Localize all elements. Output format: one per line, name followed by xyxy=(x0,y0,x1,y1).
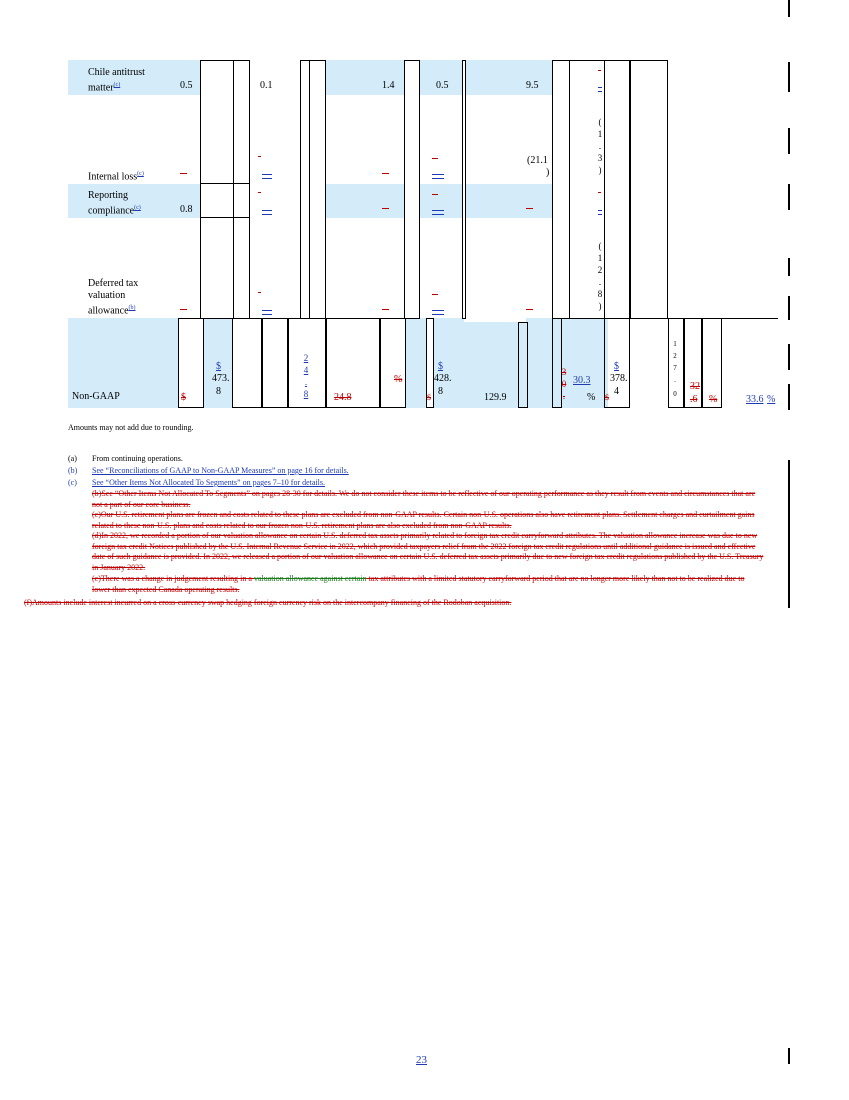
nongaap-v8-2: 7 xyxy=(673,364,677,372)
internal-loss-footnote-ref[interactable]: (c) xyxy=(137,171,144,177)
nongaap-cur-ins-3: $ xyxy=(614,361,619,372)
nongaap-v8-4: 0 xyxy=(673,390,677,398)
row-reporting-bg-2 xyxy=(326,184,404,218)
nongaap-v1b: 8 xyxy=(216,386,221,397)
page-number[interactable]: 23 xyxy=(416,1054,427,1066)
chile-del-mark xyxy=(598,70,601,71)
nongaap-v6-del-0: 3 xyxy=(561,367,567,377)
reporting-del-5 xyxy=(598,192,601,193)
reporting-del-4 xyxy=(526,208,533,209)
deferred-v6-0: ( xyxy=(598,241,602,251)
nongaap-v9-del: 32 xyxy=(690,381,700,392)
deferred-del-3 xyxy=(382,309,389,310)
note-b-tag: (b) xyxy=(68,466,78,475)
nongaap-v7b: 4 xyxy=(614,386,619,397)
note-c-link[interactable]: (c) See “Other Items Not Allocated To Segments” on pages 7–10 for details. xyxy=(68,478,326,487)
rounding-note: Amounts may not add due to rounding. xyxy=(68,423,194,432)
change-bar-1 xyxy=(788,0,790,17)
nongaap-v8-3: . xyxy=(674,376,676,384)
grid-col-a-4 xyxy=(233,183,250,218)
change-bar-8 xyxy=(788,384,790,410)
internal-loss-del-2 xyxy=(258,156,261,157)
nongaap-cur-ins-1: $ xyxy=(216,361,221,372)
note-a-tag: (a) xyxy=(68,454,77,463)
row-nongaap-bg-3 xyxy=(406,318,426,408)
nongaap-v9b-del: .6 xyxy=(690,394,698,405)
row-reporting-bg-4 xyxy=(466,184,552,218)
deferred-dbl-2 xyxy=(432,310,444,315)
note-deleted-5: (f)Amounts include interest incurred on a cross-currency swap hedging foreign currency risk on the intercompany financing of the Rodoban acquisition. xyxy=(24,598,512,607)
deferred-label: Deferred tax valuation allowance$^{(b)}$ xyxy=(88,278,139,317)
nongaap-pct-1: % xyxy=(587,392,596,403)
internal-loss-del-4 xyxy=(432,158,438,159)
internal-loss-del-3 xyxy=(382,173,389,174)
internal-loss-v5b: ) xyxy=(546,167,550,178)
note-deleted-1: (b)See “Other Items Not Allocated To Segments” on pages 28-30 for details. We do not consider these items to be reflective of our operating performance as they result from events and circumstances that are not a part of our core business. xyxy=(92,489,756,509)
deferred-v6-5: ) xyxy=(598,301,602,311)
ng-top-rule-2 xyxy=(668,318,778,319)
deferred-v6-4: 8 xyxy=(597,289,603,299)
grid-col-b-2 xyxy=(309,60,326,319)
grid-col-e-1 xyxy=(552,60,570,319)
nongaap-cur-del-3: $ xyxy=(605,393,609,402)
reporting-del-2 xyxy=(382,208,389,209)
internal-loss-v6-4: ) xyxy=(598,165,602,175)
row-chile-bg-4 xyxy=(466,60,552,95)
internal-loss-v6-2: . xyxy=(598,141,602,151)
internal-loss-label: Internal loss$^{(c)}$ xyxy=(88,171,144,183)
nongaap-cur-del-2: $ xyxy=(427,393,431,402)
change-bar-5 xyxy=(788,258,790,276)
nongaap-v8-1: 2 xyxy=(673,352,677,360)
nongaap-v2-0: 2 xyxy=(303,353,309,363)
change-bar-4 xyxy=(788,184,790,210)
ng-box-6 xyxy=(380,318,406,408)
reporting-footnote-ref[interactable]: (c) xyxy=(134,205,141,211)
nongaap-v6: 30.3 xyxy=(573,375,591,386)
grid-col-a-1 xyxy=(200,60,234,184)
nongaap-v3-del: 24.8 xyxy=(334,392,352,403)
nongaap-pct-ins: % xyxy=(767,394,776,405)
chile-v2: 0.1 xyxy=(260,80,273,91)
change-bar-9 xyxy=(788,460,790,608)
change-bar-7 xyxy=(788,344,790,370)
deferred-del-2 xyxy=(258,292,261,293)
reporting-v1: 0.8 xyxy=(180,204,193,215)
internal-loss-del-1 xyxy=(180,173,187,174)
nongaap-v4: 428. xyxy=(434,373,452,384)
nongaap-v2-1: 4 xyxy=(303,365,309,375)
nongaap-v6-del-1: 0 xyxy=(561,379,567,389)
chile-v4: 0.5 xyxy=(436,80,449,91)
nongaap-label: Non-GAAP xyxy=(72,391,120,402)
chile-v3: 1.4 xyxy=(382,80,395,91)
deferred-v6-1: 1 xyxy=(597,253,603,263)
deferred-footnote-ref[interactable]: (b) xyxy=(128,305,136,311)
nongaap-pct-del-2: % xyxy=(709,394,718,405)
grid-col-a-2 xyxy=(233,60,250,184)
reporting-label: Reporting compliance$^{(c)}$ xyxy=(88,190,141,217)
grid-col-f-1 xyxy=(604,60,630,319)
ng-box-2 xyxy=(232,318,262,408)
change-bar-2 xyxy=(788,62,790,92)
grid-col-c-1 xyxy=(404,60,420,319)
change-bar-3 xyxy=(788,128,790,154)
nongaap-v7: 378. xyxy=(610,373,628,384)
nongaap-v6-del-2: . xyxy=(562,391,566,401)
note-a: (a) From continuing operations. xyxy=(68,454,183,463)
deferred-del-5 xyxy=(526,309,533,310)
note-deleted-2: (c)Our U.S. retirement plans are frozen and costs related to these plans are excluded from non-GAAP results. Certain non-U.S. operations also have retirement plans. Settlement charges and curtailment gains related to these non-U.S. plans and costs related to our frozen non-U.S. retirement plans are also excluded from non-GAAP results. xyxy=(92,510,755,530)
internal-loss-dbl-1 xyxy=(262,174,272,179)
chile-v5: 9.5 xyxy=(526,80,539,91)
reporting-del-3 xyxy=(432,194,438,195)
ng-top-rule xyxy=(250,318,300,319)
internal-loss-v6-1: 1 xyxy=(597,129,603,139)
nongaap-v1: 473. xyxy=(212,373,230,384)
nongaap-v8-0: 1 xyxy=(673,340,677,348)
chile-dbl-rule xyxy=(598,87,602,92)
nongaap-v2-3: 8 xyxy=(303,389,309,399)
nongaap-v2-2: . xyxy=(304,377,308,387)
chile-footnote-ref[interactable]: (c) xyxy=(113,82,121,88)
reporting-del-1 xyxy=(258,192,261,193)
note-c-tag: (c) xyxy=(68,478,77,487)
reporting-dbl-2 xyxy=(432,210,444,215)
reporting-dbl-1 xyxy=(262,210,272,215)
reporting-dbl-3 xyxy=(598,210,602,215)
grid-col-a-3 xyxy=(200,183,234,218)
deferred-del-4 xyxy=(432,294,438,295)
chile-v1: 0.5 xyxy=(180,80,193,91)
deferred-del-1 xyxy=(180,309,187,310)
deferred-dbl-1 xyxy=(262,310,272,315)
nongaap-v5: 129.9 xyxy=(484,392,507,403)
ng-box-3 xyxy=(262,318,288,408)
grid-col-d-1 xyxy=(462,60,466,319)
ng-box-8 xyxy=(518,322,528,408)
nongaap-v4b: 8 xyxy=(438,386,443,397)
internal-loss-v6-0: ( xyxy=(598,117,602,127)
nongaap-cur-del: $ xyxy=(181,392,186,403)
grid-col-a-5 xyxy=(200,217,234,319)
deferred-v6-2: 2 xyxy=(597,265,603,275)
note-b-link[interactable]: (b) See “Reconciliations of GAAP to Non-GAAP Measures” on page 16 for details. xyxy=(68,466,349,475)
chile-label: Chile antitrust matter$^{(c)}$ xyxy=(88,67,145,94)
note-deleted-4: (e)There was a change in judgement resulting in a valuation allowance against certain tax attributes with a limited statutory carryforward period that are no longer more likely than not to be realized due to lower than expected Canada operating results. xyxy=(92,574,745,594)
deferred-v6-3: . xyxy=(598,277,602,287)
change-bar-6 xyxy=(788,296,790,320)
internal-loss-v6-3: 3 xyxy=(597,153,603,163)
grid-col-f-2 xyxy=(630,60,668,319)
grid-col-a-6 xyxy=(233,217,250,319)
nongaap-cur-ins-2: $ xyxy=(438,361,443,372)
internal-loss-v5: (21.1 xyxy=(527,155,548,166)
nongaap-v10: 33.6 xyxy=(746,394,764,405)
change-bar-10 xyxy=(788,1048,790,1064)
internal-loss-dbl-2 xyxy=(432,174,444,179)
note-deleted-3: (d)In 2022, we recorded a portion of our valuation allowance on certain U.S. deferred tax assets primarily related to foreign tax credit carryforward attributes. The valuation allowance increase was due to new foreign tax credit Notices published by the U.S. Internal Revenue Service in 2022, which provided taxpayers relief from the 2022 foreign tax credit regulations until additional guidance is issued and effective date of such guidance is provided. In 2022, we released a portion of our valuation allowance on certain U.S. deferred tax assets primarily due to new foreign tax credit regulations published by the U.S. Treasury in January 2022. xyxy=(92,531,764,572)
nongaap-pct-del: % xyxy=(394,374,403,385)
